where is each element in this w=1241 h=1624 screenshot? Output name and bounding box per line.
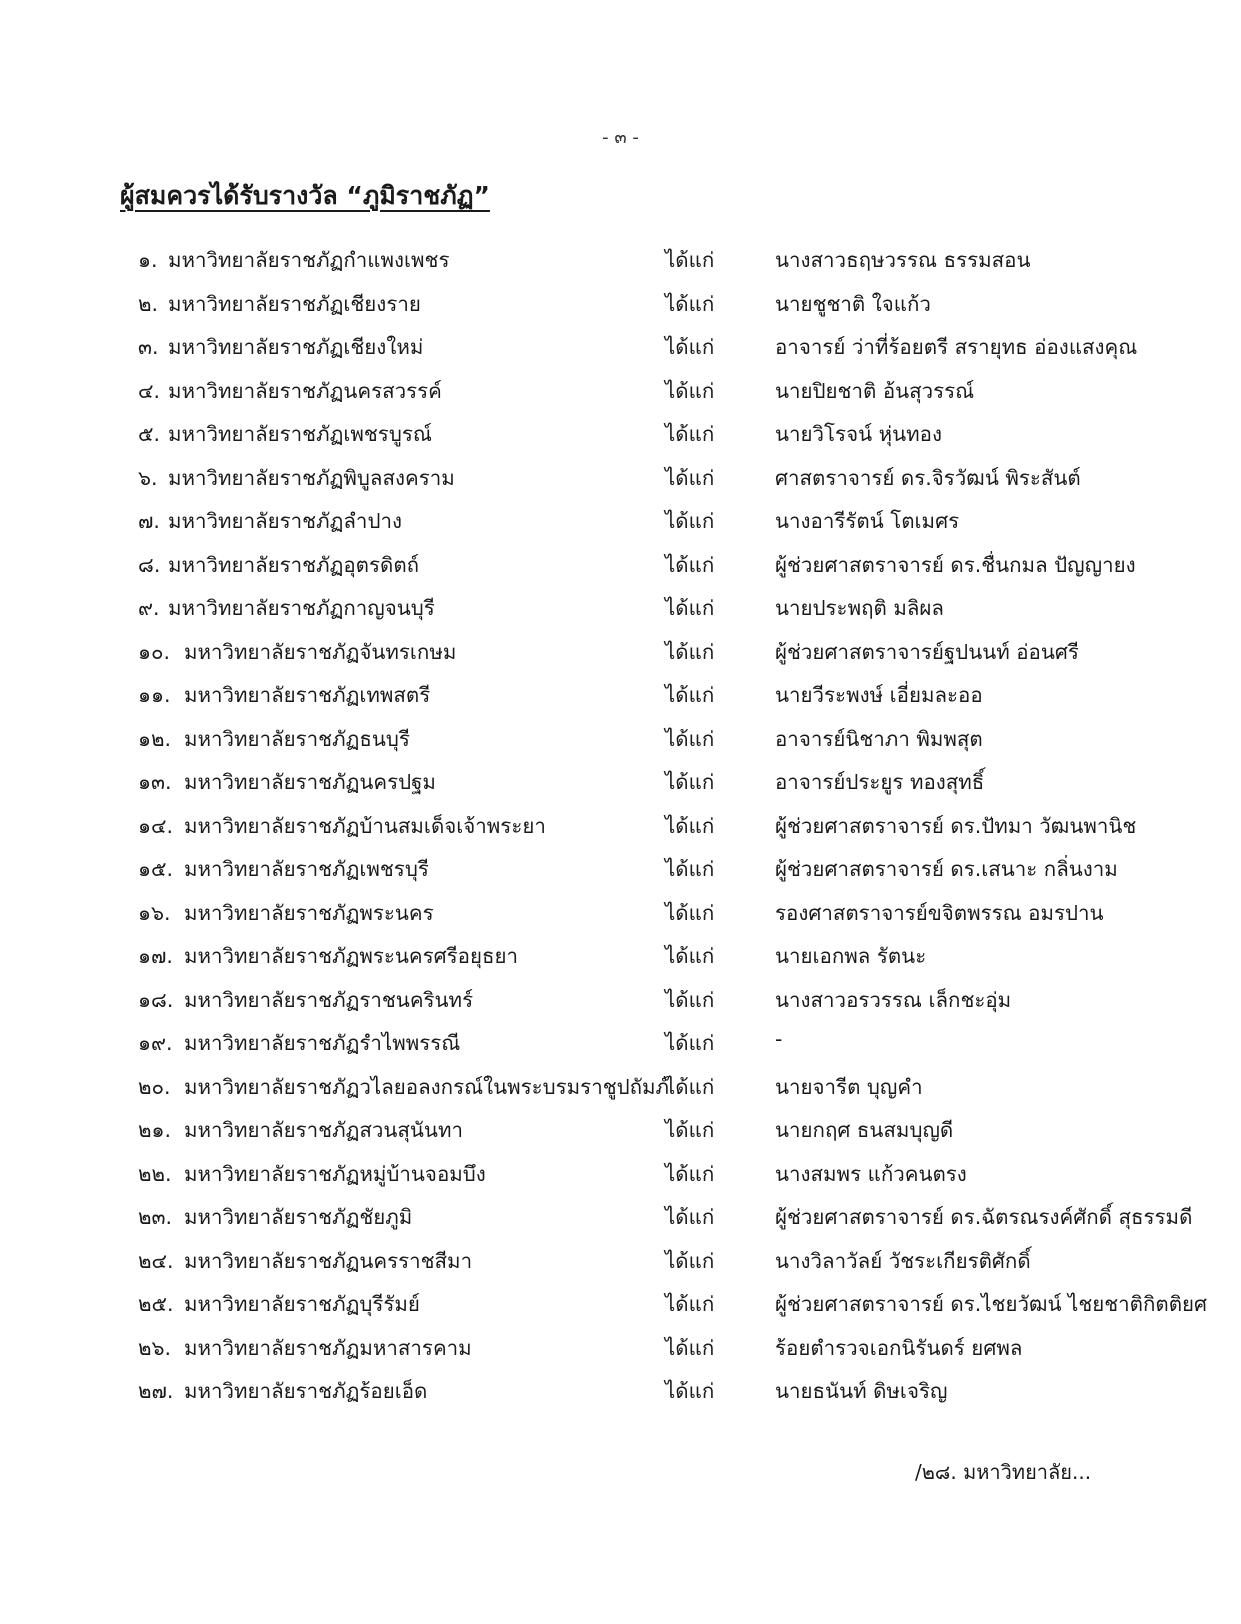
awarded-to-label: ได้แก่ <box>665 335 715 359</box>
row-number: ๓. <box>138 335 159 359</box>
awarded-to-label: ได้แก่ <box>665 1292 715 1316</box>
row-number: ๒๖. <box>138 1335 172 1360</box>
awarded-to-label: ได้แก่ <box>665 1031 715 1055</box>
awarded-to-label: ได้แก่ <box>665 291 715 316</box>
awarded-to-label: ได้แก่ <box>665 596 715 620</box>
awarded-to-label: ได้แก่ <box>665 552 715 577</box>
award-row <box>0 628 1241 672</box>
award-row <box>0 715 1241 759</box>
row-number: ๕. <box>138 422 161 446</box>
row-number: ๒๐. <box>138 1074 171 1099</box>
row-number: ๒๓. <box>138 1205 173 1229</box>
recipient-name: อาจารย์นิชาภา พิมพสุต <box>775 726 983 751</box>
awarded-to-label: ได้แก่ <box>665 770 715 794</box>
university-name: มหาวิทยาลัยราชภัฏพิบูลสงคราม <box>168 465 455 490</box>
recipient-name: อาจารย์ประยูร ทองสุทธิ์ <box>775 770 985 794</box>
award-row <box>0 280 1241 324</box>
awarded-to-label: ได้แก่ <box>665 465 715 490</box>
page-number: - ๓ - <box>602 127 639 148</box>
university-name: มหาวิทยาลัยราชภัฏกาญจนบุรี <box>168 596 435 620</box>
row-number: ๒๑. <box>138 1118 172 1142</box>
recipient-name: นายปิยชาติ อ้นสุวรรณ์ <box>775 378 975 403</box>
award-row <box>0 1324 1241 1368</box>
award-row <box>0 1150 1241 1194</box>
row-number: ๒๔. <box>138 1248 174 1273</box>
row-number: ๙. <box>138 596 160 620</box>
award-row <box>0 367 1241 411</box>
row-number: ๑๘. <box>138 987 174 1012</box>
award-row <box>0 671 1241 715</box>
university-name: มหาวิทยาลัยราชภัฏรำไพพรรณี <box>184 1031 461 1055</box>
row-number: ๔. <box>138 378 161 403</box>
university-name: มหาวิทยาลัยราชภัฏลำปาง <box>168 509 402 533</box>
university-name: มหาวิทยาลัยราชภัฏเพชรบุรี <box>184 857 429 881</box>
university-name: มหาวิทยาลัยราชภัฏร้อยเอ็ด <box>184 1379 428 1403</box>
row-number: ๒. <box>138 291 159 316</box>
row-number: ๑๖. <box>138 900 171 925</box>
award-row <box>0 541 1241 585</box>
award-row <box>0 976 1241 1020</box>
row-number: ๒๕. <box>138 1292 174 1316</box>
row-number: ๑๙. <box>138 1031 173 1055</box>
awarded-to-label: ได้แก่ <box>665 1248 715 1273</box>
recipient-name: นางสมพร แก้วคนตรง <box>775 1161 967 1186</box>
awarded-to-label: ได้แก่ <box>665 1379 715 1403</box>
recipient-name: นางสาวอรวรรณ เล็กชะอุ่ม <box>775 987 1012 1012</box>
university-name: มหาวิทยาลัยราชภัฏเพชรบูรณ์ <box>168 422 432 446</box>
university-name: มหาวิทยาลัยราชภัฏบ้านสมเด็จเจ้าพระยา <box>184 813 546 838</box>
award-row <box>0 845 1241 889</box>
university-name: มหาวิทยาลัยราชภัฏเชียงใหม่ <box>168 335 424 359</box>
university-name: มหาวิทยาลัยราชภัฏเทพสตรี <box>184 683 431 707</box>
recipient-name: นายชูชาติ ใจแก้ว <box>775 291 931 316</box>
award-row <box>0 758 1241 802</box>
recipient-name: นายเอกพล รัตนะ <box>775 944 927 968</box>
university-name: มหาวิทยาลัยราชภัฏนครสวรรค์ <box>168 378 442 403</box>
awarded-to-label: ได้แก่ <box>665 683 715 707</box>
award-row <box>0 1019 1241 1063</box>
award-row <box>0 1237 1241 1281</box>
recipient-name: นายกฤศ ธนสมบุญดี <box>775 1118 954 1142</box>
award-row <box>0 889 1241 933</box>
recipient-name: ผู้ช่วยศาสตราจารย์ ดร.ชื่นกมล ปัญญายง <box>775 552 1136 577</box>
row-number: ๒๒. <box>138 1161 172 1186</box>
awarded-to-label: ได้แก่ <box>665 422 715 446</box>
award-row <box>0 454 1241 498</box>
recipient-name: นายจารีต บุญคำ <box>775 1074 923 1099</box>
university-name: มหาวิทยาลัยราชภัฏจันทรเกษม <box>184 639 457 664</box>
awarded-to-label: ได้แก่ <box>665 987 715 1012</box>
recipient-name: ผู้ช่วยศาสตราจารย์ฐปนนท์ อ่อนศรี <box>775 639 1079 664</box>
university-name: มหาวิทยาลัยราชภัฏบุรีรัมย์ <box>184 1292 420 1316</box>
awarded-to-label: ได้แก่ <box>665 1118 715 1142</box>
award-row <box>0 1193 1241 1237</box>
row-number: ๑๑. <box>138 683 171 707</box>
recipient-name: นางสาวธฤษวรรณ ธรรมสอน <box>775 248 1031 272</box>
award-row <box>0 1280 1241 1324</box>
award-row <box>0 323 1241 367</box>
university-name: มหาวิทยาลัยราชภัฏพระนครศรีอยุธยา <box>184 944 519 968</box>
university-name: มหาวิทยาลัยราชภัฏอุตรดิตถ์ <box>168 552 420 577</box>
award-row <box>0 584 1241 628</box>
awarded-to-label: ได้แก่ <box>665 248 715 272</box>
recipient-name: ผู้ช่วยศาสตราจารย์ ดร.ไชยวัฒน์ ไชยชาติกิตติยศ <box>775 1292 1208 1316</box>
recipient-name: นางอารีรัตน์ โตเมศร <box>775 509 960 533</box>
award-row <box>0 932 1241 976</box>
award-row <box>0 236 1241 280</box>
university-name: มหาวิทยาลัยราชภัฏสวนสุนันทา <box>184 1118 463 1142</box>
university-name: มหาวิทยาลัยราชภัฏกำแพงเพชร <box>168 248 450 272</box>
row-number: ๑๐. <box>138 639 171 664</box>
university-name: มหาวิทยาลัยราชภัฏพระนคร <box>184 900 434 925</box>
recipient-name: ร้อยตำรวจเอกนิรันดร์ ยศพล <box>775 1335 1023 1360</box>
row-number: ๖. <box>138 465 158 490</box>
university-name: มหาวิทยาลัยราชภัฏหมู่บ้านจอมบึง <box>184 1161 486 1186</box>
award-list <box>0 236 1241 1411</box>
row-number: ๑๓. <box>138 770 172 794</box>
row-number: ๑๕. <box>138 857 174 881</box>
awarded-to-label: ได้แก่ <box>665 1074 715 1099</box>
recipient-name: ศาสตราจารย์ ดร.จิรวัฒน์ พิระสันต์ <box>775 465 1081 490</box>
row-number: ๑. <box>138 248 158 272</box>
awarded-to-label: ได้แก่ <box>665 378 715 403</box>
awarded-to-label: ได้แก่ <box>665 900 715 925</box>
recipient-name: นายวิโรจน์ หุ่นทอง <box>775 422 942 446</box>
recipient-name: ผู้ช่วยศาสตราจารย์ ดร.เสนาะ กลิ่นงาม <box>775 857 1118 881</box>
recipient-name: นางวิลาวัลย์ วัชระเกียรติศักดิ์ <box>775 1248 1031 1273</box>
awarded-to-label: ได้แก่ <box>665 857 715 881</box>
university-name: มหาวิทยาลัยราชภัฏนครราชสีมา <box>184 1248 473 1273</box>
awarded-to-label: ได้แก่ <box>665 639 715 664</box>
row-number: ๒๗. <box>138 1379 174 1403</box>
university-name: มหาวิทยาลัยราชภัฏมหาสารคาม <box>184 1335 472 1360</box>
recipient-name: - <box>775 1027 783 1051</box>
recipient-name: รองศาสตราจารย์ขจิตพรรณ อมรปาน <box>775 900 1104 925</box>
row-number: ๑๔. <box>138 813 174 838</box>
awarded-to-label: ได้แก่ <box>665 1335 715 1360</box>
awarded-to-label: ได้แก่ <box>665 509 715 533</box>
recipient-name: ผู้ช่วยศาสตราจารย์ ดร.ฉัตรณรงค์ศักดิ์ สุธรรมดี <box>775 1205 1193 1229</box>
row-number: ๑๒. <box>138 726 172 751</box>
page-heading: ผู้สมควรได้รับรางวัล “ภูมิราชภัฏ” <box>120 181 490 210</box>
university-name: มหาวิทยาลัยราชภัฏธนบุรี <box>184 726 410 751</box>
award-row <box>0 1367 1241 1411</box>
university-name: มหาวิทยาลัยราชภัฏนครปฐม <box>184 770 436 794</box>
award-row <box>0 802 1241 846</box>
recipient-name: นายประพฤติ มลิผล <box>775 596 944 620</box>
awarded-to-label: ได้แก่ <box>665 1205 715 1229</box>
recipient-name: นายธนันท์ ดิษเจริญ <box>775 1379 948 1403</box>
award-row <box>0 410 1241 454</box>
university-name: มหาวิทยาลัยราชภัฏเชียงราย <box>168 291 421 316</box>
row-number: ๑๗. <box>138 944 173 968</box>
award-row <box>0 1063 1241 1107</box>
university-name: มหาวิทยาลัยราชภัฏราชนครินทร์ <box>184 987 474 1012</box>
row-number: ๘. <box>138 552 161 577</box>
award-row <box>0 1106 1241 1150</box>
continuation-note: /๒๘. มหาวิทยาลัย... <box>915 1460 1092 1484</box>
award-row <box>0 497 1241 541</box>
recipient-name: อาจารย์ ว่าที่ร้อยตรี สรายุทธ อ่องแสงคุณ <box>775 335 1138 359</box>
awarded-to-label: ได้แก่ <box>665 726 715 751</box>
awarded-to-label: ได้แก่ <box>665 1161 715 1186</box>
university-name: มหาวิทยาลัยราชภัฏวไลยอลงกรณ์ในพระบรมราชูปถัมภ์ <box>184 1074 670 1099</box>
row-number: ๗. <box>138 509 160 533</box>
recipient-name: นายวีระพงษ์ เอี่ยมละออ <box>775 683 983 707</box>
recipient-name: ผู้ช่วยศาสตราจารย์ ดร.ปัทมา วัฒนพานิช <box>775 813 1137 838</box>
awarded-to-label: ได้แก่ <box>665 813 715 838</box>
awarded-to-label: ได้แก่ <box>665 944 715 968</box>
university-name: มหาวิทยาลัยราชภัฏชัยภูมิ <box>184 1205 413 1229</box>
